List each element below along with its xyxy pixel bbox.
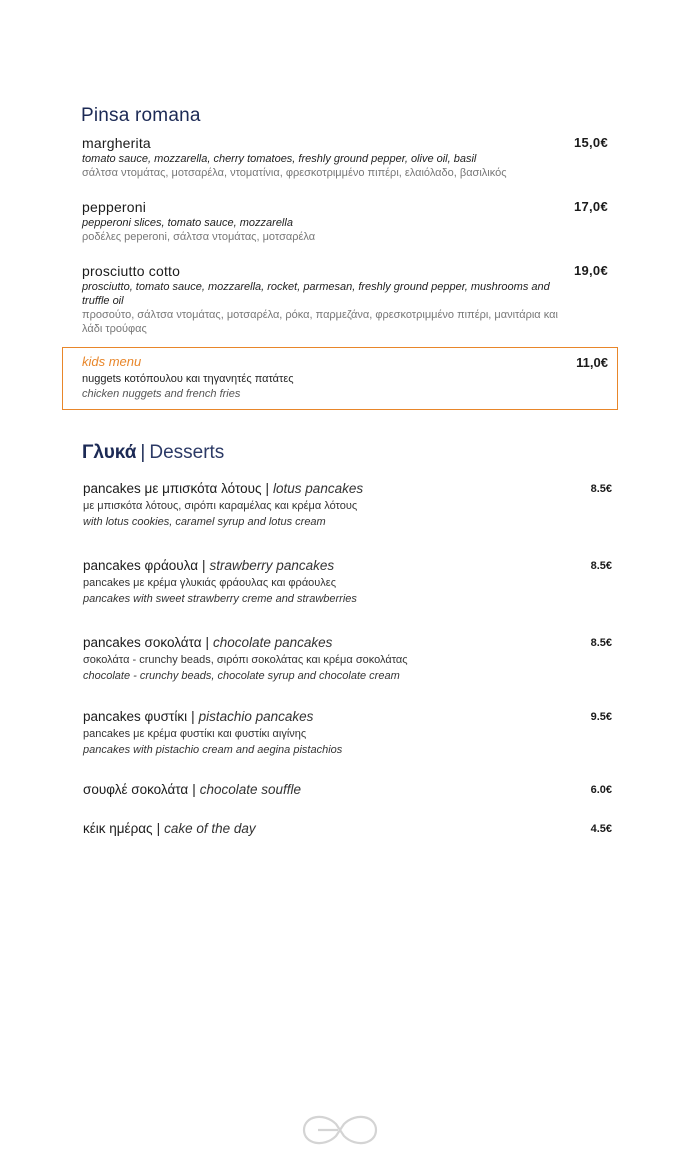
dessert-name-en: cake of the day xyxy=(164,821,256,836)
dessert-description-en: pancakes with pistachio cream and aegina pistachios xyxy=(83,744,343,756)
name-separator: | xyxy=(205,635,210,650)
name-separator: | xyxy=(265,481,270,496)
name-separator: | xyxy=(191,709,195,724)
item-name: margherita xyxy=(82,135,151,151)
dessert-name-gr: pancakes με μπισκότα λότους xyxy=(83,481,262,496)
dessert-description-en: pancakes with sweet strawberry creme and strawberries xyxy=(83,593,357,605)
dessert-description-gr: pancakes με κρέμα γλυκιάς φράουλας και φράουλες xyxy=(83,577,337,589)
name-separator: | xyxy=(156,821,161,836)
menu-item-pepperoni xyxy=(82,199,608,244)
dessert-description-gr: με μπισκότα λότους, σιρόπι καραμέλας και κρέμα λότους xyxy=(83,500,358,512)
item-description-gr: σάλτσα ντομάτας, μοτσαρέλα, ντοματίνια, φρεσκοτριμμένο πιπέρι, ελαιόλαδο, βασιλικός xyxy=(82,167,507,179)
dessert-description-en: chocolate - crunchy beads, chocolate syrup and chocolate cream xyxy=(83,670,400,682)
menu-item-prosciutto-cotto xyxy=(82,263,608,336)
dessert-name-en: chocolate pancakes xyxy=(213,635,333,650)
dessert-item-lotus-pancakes xyxy=(83,481,612,530)
name-separator: | xyxy=(202,558,206,573)
dessert-name xyxy=(83,635,612,651)
dessert-item-pistachio-pancakes xyxy=(83,709,612,758)
kids-menu-title: kids menu xyxy=(82,354,142,369)
dessert-name-gr: σουφλέ σοκολάτα xyxy=(83,782,189,797)
dessert-name-gr: pancakes φυστίκι xyxy=(83,709,188,724)
dessert-item-chocolate-pancakes xyxy=(83,635,612,684)
dessert-price: 9.5€ xyxy=(590,711,612,723)
kids-menu-box xyxy=(62,347,618,410)
dessert-name xyxy=(83,782,612,798)
pinsa-section-title: Pinsa romana xyxy=(81,105,201,126)
item-name: pepperoni xyxy=(82,199,147,215)
item-name: prosciutto cotto xyxy=(82,263,181,279)
kids-menu-description-gr: nuggets κοτόπουλου και τηγανητές πατάτες xyxy=(82,373,294,385)
desserts-title-en: Desserts xyxy=(149,442,225,463)
dessert-name-en: chocolate souffle xyxy=(199,782,302,797)
infinity-logo-icon xyxy=(298,1110,382,1150)
desserts-title-gr: Γλυκά xyxy=(82,442,137,463)
dessert-item-cake-of-the-day xyxy=(83,821,612,837)
dessert-name-en: lotus pancakes xyxy=(273,481,364,496)
dessert-price: 4.5€ xyxy=(590,823,612,835)
menu-item-margherita xyxy=(82,135,608,180)
dessert-name-gr: pancakes φράουλα xyxy=(83,558,199,573)
kids-menu-description-en: chicken nuggets and french fries xyxy=(82,388,241,400)
item-description-gr: προσούτο, σάλτσα ντομάτας, μοτσαρέλα, ρόκα, παρμεζάνα, φρεσκοτριμμένο πιπέρι, μανιτάρια και λάδι τρούφας xyxy=(82,309,558,335)
dessert-name-gr: κέικ ημέρας xyxy=(83,821,153,836)
item-price: 17,0€ xyxy=(573,199,608,214)
title-separator: | xyxy=(140,442,146,463)
dessert-name xyxy=(83,709,612,725)
dessert-name xyxy=(83,558,612,574)
item-price: 19,0€ xyxy=(573,263,608,278)
dessert-item-strawberry-pancakes xyxy=(83,558,612,607)
item-description-en: prosciutto, tomato sauce, mozzarella, rocket, parmesan, freshly ground pepper, mushrooms and truffle oil xyxy=(82,281,550,307)
dessert-item-chocolate-souffle xyxy=(83,782,612,798)
item-description-en: tomato sauce, mozzarella, cherry tomatoes, freshly ground pepper, olive oil, basil xyxy=(82,153,477,165)
name-separator: | xyxy=(192,782,196,797)
dessert-description-gr: σοκολάτα - crunchy beads, σιρόπι σοκολάτας και κρέμα σοκολάτας xyxy=(83,654,408,666)
dessert-name-en: strawberry pancakes xyxy=(209,558,335,573)
dessert-name-en: pistachio pancakes xyxy=(198,709,314,724)
dessert-price: 8.5€ xyxy=(590,560,612,572)
dessert-price: 8.5€ xyxy=(590,483,612,495)
item-description-gr: ροδέλες peperoni, σάλτσα ντομάτας, μοτσαρέλα xyxy=(82,231,316,243)
dessert-description-en: with lotus cookies, caramel syrup and lotus cream xyxy=(83,516,326,528)
dessert-price: 6.0€ xyxy=(590,784,612,796)
dessert-name xyxy=(83,481,612,497)
dessert-name-gr: pancakes σοκολάτα xyxy=(83,635,202,650)
desserts-section-title xyxy=(82,442,224,464)
kids-menu-price: 11,0€ xyxy=(576,355,608,370)
dessert-name xyxy=(83,821,612,837)
item-description-en: pepperoni slices, tomato sauce, mozzarella xyxy=(82,217,293,229)
item-price: 15,0€ xyxy=(573,135,608,150)
dessert-description-gr: pancakes με κρέμα φυστίκι και φυστίκι αιγίνης xyxy=(83,728,307,740)
dessert-price: 8.5€ xyxy=(590,637,612,649)
